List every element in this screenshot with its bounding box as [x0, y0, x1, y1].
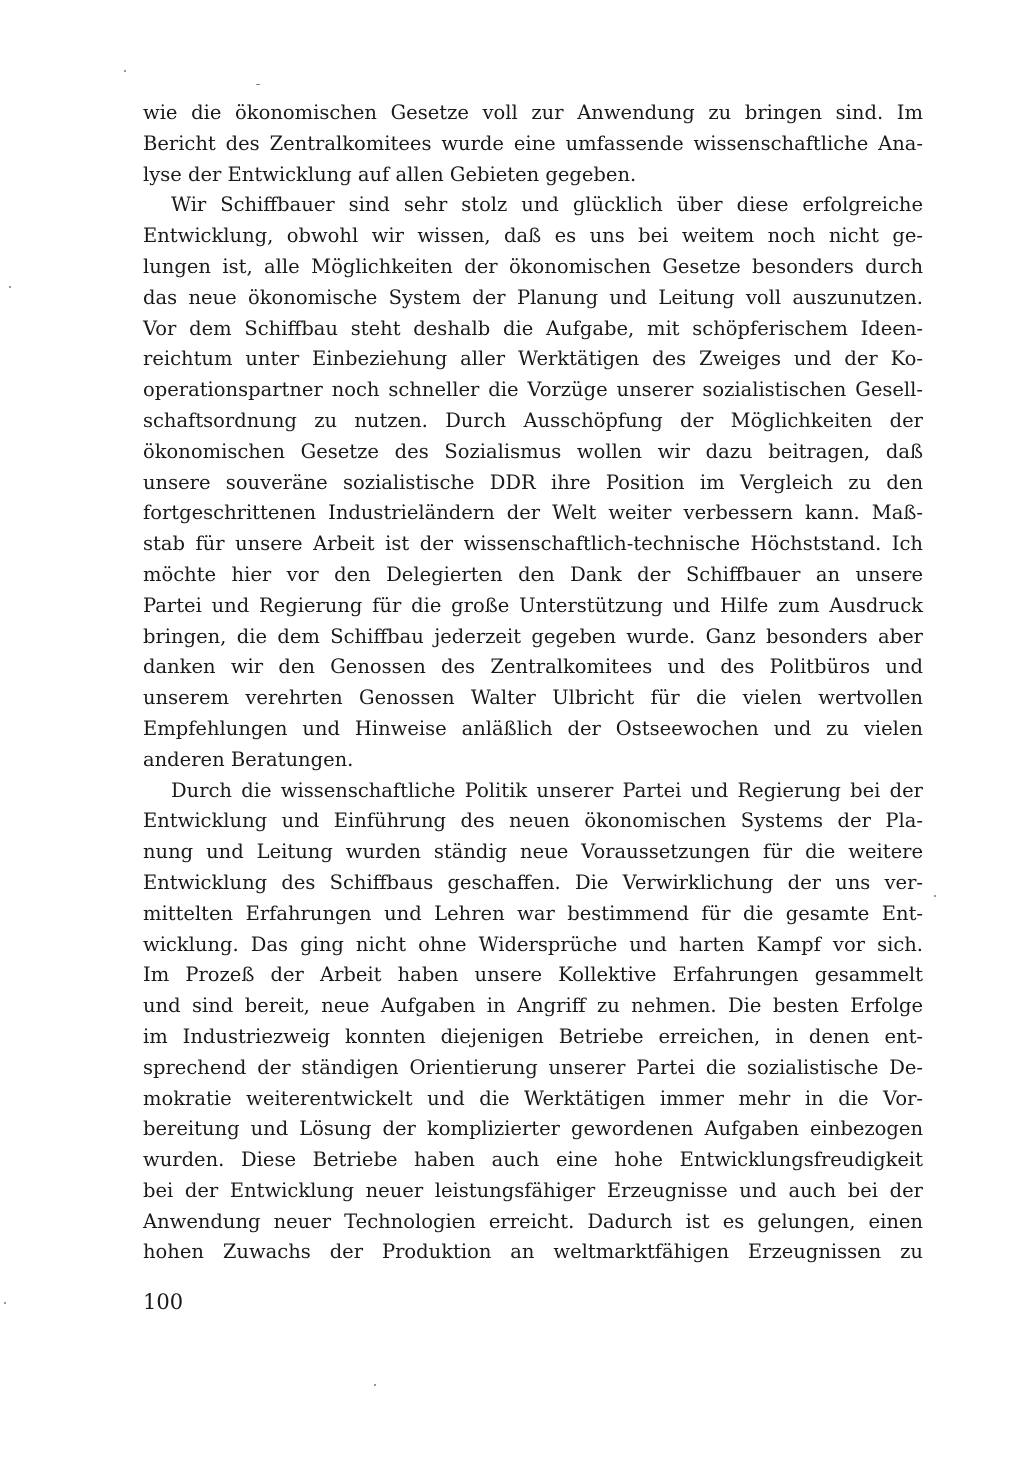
text-line: unserem verehrten Genossen Walter Ulbricht für die vielen wertvollen — [143, 686, 923, 710]
text-line: Entwicklung des Schiffbaus geschaffen. Die Verwirklichung der uns ver- — [143, 870, 923, 894]
paragraph — [143, 98, 923, 190]
page-number: 100 — [143, 1290, 184, 1314]
text-line: wurden. Diese Betriebe haben auch eine hohe Entwicklungsfreudigkeit — [143, 1148, 923, 1172]
text-line: reichtum unter Einbeziehung aller Werktätigen des Zweiges und der Ko- — [143, 347, 923, 371]
text-line: unsere souveräne sozialistische DDR ihre Position im Vergleich zu den — [143, 470, 923, 494]
paragraph — [143, 776, 923, 1269]
text-line: hohen Zuwachs der Produktion an weltmarktfähigen Erzeugnissen zu — [143, 1240, 923, 1264]
text-line: wicklung. Das ging nicht ohne Widersprüche und harten Kampf vor sich. — [143, 932, 923, 956]
text-line: nung und Leitung wurden ständig neue Voraussetzungen für die weitere — [143, 840, 923, 864]
scan-speck — [934, 895, 936, 897]
text-line: bei der Entwicklung neuer leistungsfähiger Erzeugnisse und auch bei der — [143, 1178, 923, 1202]
scan-speck — [256, 84, 260, 85]
text-line: Wir Schiffbauer sind sehr stolz und glücklich über diese erfolgreiche — [171, 193, 923, 217]
text-line: sprechend der ständigen Orientierung unserer Partei die sozialistische De- — [143, 1055, 923, 1079]
body-text — [143, 98, 923, 1268]
text-line: Anwendung neuer Technologien erreicht. Dadurch ist es gelungen, einen — [143, 1209, 923, 1233]
text-line: Partei und Regierung für die große Unterstützung und Hilfe zum Ausdruck — [143, 593, 923, 617]
text-line: Bericht des Zentralkomitees wurde eine umfassende wissenschaftliche Ana- — [143, 131, 923, 155]
text-line: Vor dem Schiffbau steht deshalb die Aufgabe, mit schöpferischem Ideen- — [143, 316, 923, 340]
text-line: Empfehlungen und Hinweise anläßlich der Ostseewochen und zu vielen — [143, 716, 923, 740]
text-line: mokratie weiterentwickelt und die Werktätigen immer mehr in die Vor- — [143, 1086, 923, 1110]
scan-speck — [4, 1302, 6, 1304]
scan-speck — [124, 70, 126, 72]
paragraph — [143, 190, 923, 775]
text-line: Entwicklung und Einführung des neuen ökonomischen Systems der Pla- — [143, 809, 923, 833]
text-line: fortgeschrittenen Industrieländern der Welt weiter verbessern kann. Maß- — [143, 501, 923, 525]
text-line: Entwicklung, obwohl wir wissen, daß es uns bei weitem noch nicht ge- — [143, 224, 923, 248]
text-line: bereitung und Lösung der komplizierter gewordenen Aufgaben einbezogen — [143, 1117, 923, 1141]
text-line: im Industriezweig konnten diejenigen Betriebe erreichen, in denen ent- — [143, 1024, 923, 1048]
text-line: operationspartner noch schneller die Vorzüge unserer sozialistischen Gesell- — [143, 378, 923, 402]
text-line: lyse der Entwicklung auf allen Gebieten gegeben. — [143, 162, 637, 186]
text-line: schaftsordnung zu nutzen. Durch Ausschöpfung der Möglichkeiten der — [143, 408, 923, 432]
scan-speck — [374, 1384, 376, 1386]
text-line: möchte hier vor den Delegierten den Dank der Schiffbauer an unsere — [143, 562, 923, 586]
text-line: lungen ist, alle Möglichkeiten der ökonomischen Gesetze besonders durch — [143, 254, 923, 278]
text-line: danken wir den Genossen des Zentralkomitees und des Politbüros und — [143, 655, 923, 679]
text-line: Durch die wissenschaftliche Politik unserer Partei und Regierung bei der — [171, 778, 923, 802]
text-line: und sind bereit, neue Aufgaben in Angriff zu nehmen. Die besten Erfolge — [143, 994, 923, 1018]
text-line: anderen Beratungen. — [143, 747, 354, 771]
text-line: das neue ökonomische System der Planung und Leitung voll auszunutzen. — [143, 285, 923, 309]
text-line: stab für unsere Arbeit ist der wissenschaftlich-technische Höchststand. Ich — [143, 532, 923, 556]
text-line: bringen, die dem Schiffbau jederzeit gegeben wurde. Ganz besonders aber — [143, 624, 923, 648]
text-line: ökonomischen Gesetze des Sozialismus wollen wir dazu beitragen, daß — [143, 439, 923, 463]
text-line: wie die ökonomischen Gesetze voll zur Anwendung zu bringen sind. Im — [143, 101, 923, 124]
text-line: Im Prozeß der Arbeit haben unsere Kollektive Erfahrungen gesammelt — [143, 963, 923, 987]
scan-speck — [9, 286, 11, 288]
text-line: mittelten Erfahrungen und Lehren war bestimmend für die gesamte Ent- — [143, 901, 923, 925]
